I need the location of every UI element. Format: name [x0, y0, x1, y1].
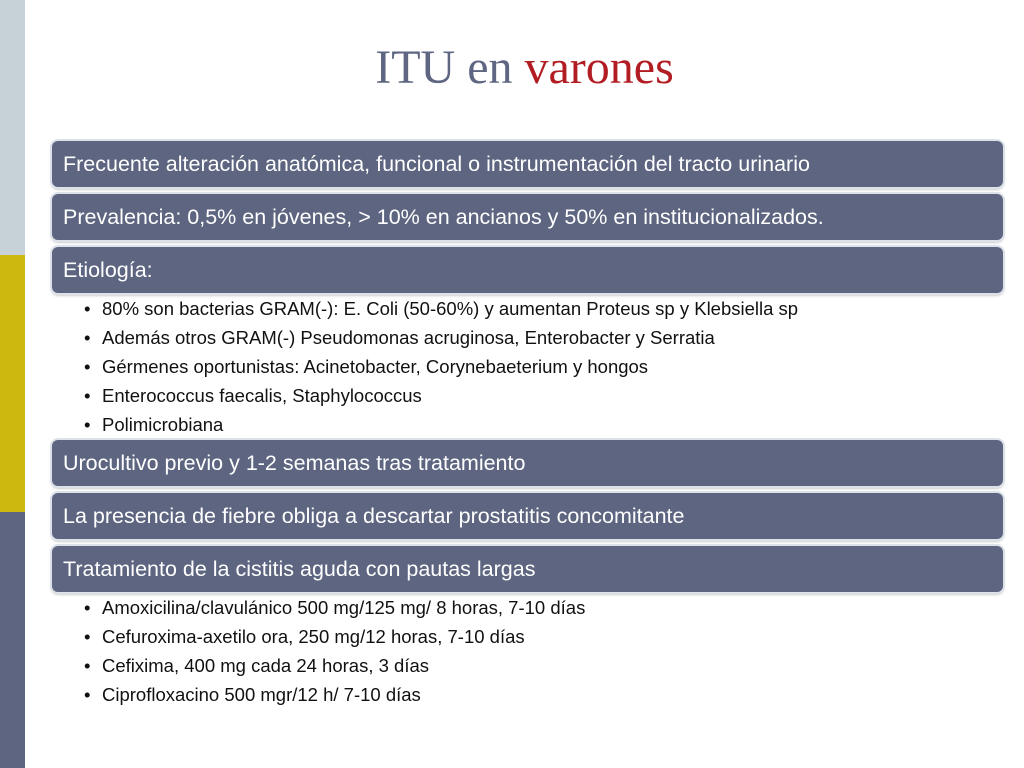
tratamiento-list [84, 593, 585, 709]
sidebar-bottom-band [0, 512, 25, 768]
list-item: • Cefuroxima-axetilo ora, 250 mg/12 horas, 7-10 días [84, 622, 585, 651]
block-urocultivo: Urocultivo previo y 1-2 semanas tras tratamiento [52, 440, 1003, 486]
list-item: • Enterococcus faecalis, Staphylococcus [84, 381, 798, 410]
etiologia-list [84, 294, 798, 439]
list-item: • 80% son bacterias GRAM(-): E. Coli (50-60%) y aumentan Proteus sp y Klebsiella sp [84, 294, 798, 323]
decorative-sidebar [0, 0, 25, 768]
list-item: • Gérmenes oportunistas: Acinetobacter, Corynebaeterium y hongos [84, 352, 798, 381]
block-prevalencia: Prevalencia: 0,5% en jóvenes, > 10% en ancianos y 50% en institucionalizados. [52, 194, 1003, 240]
list-item: • Amoxicilina/clavulánico 500 mg/125 mg/ 8 horas, 7-10 días [84, 593, 585, 622]
block-tratamiento: Tratamiento de la cistitis aguda con pautas largas [52, 546, 1003, 592]
title-main: ITU en [375, 41, 513, 94]
list-item: • Polimicrobiana [84, 410, 798, 439]
slide-title [25, 38, 1024, 98]
block-fiebre: La presencia de fiebre obliga a descartar prostatitis concomitante [52, 493, 1003, 539]
list-item: • Cefixima, 400 mg cada 24 horas, 3 días [84, 651, 585, 680]
list-item: • Ciprofloxacino 500 mgr/12 h/ 7-10 días [84, 680, 585, 709]
list-item: • Además otros GRAM(-) Pseudomonas acruginosa, Enterobacter y Serratia [84, 323, 798, 352]
block-etiologia: Etiología: [52, 247, 1003, 293]
title-accent: varones [524, 41, 674, 94]
block-alteracion: Frecuente alteración anatómica, funcional o instrumentación del tracto urinario [52, 141, 1003, 187]
sidebar-top-band [0, 0, 25, 255]
sidebar-middle-band [0, 255, 25, 512]
